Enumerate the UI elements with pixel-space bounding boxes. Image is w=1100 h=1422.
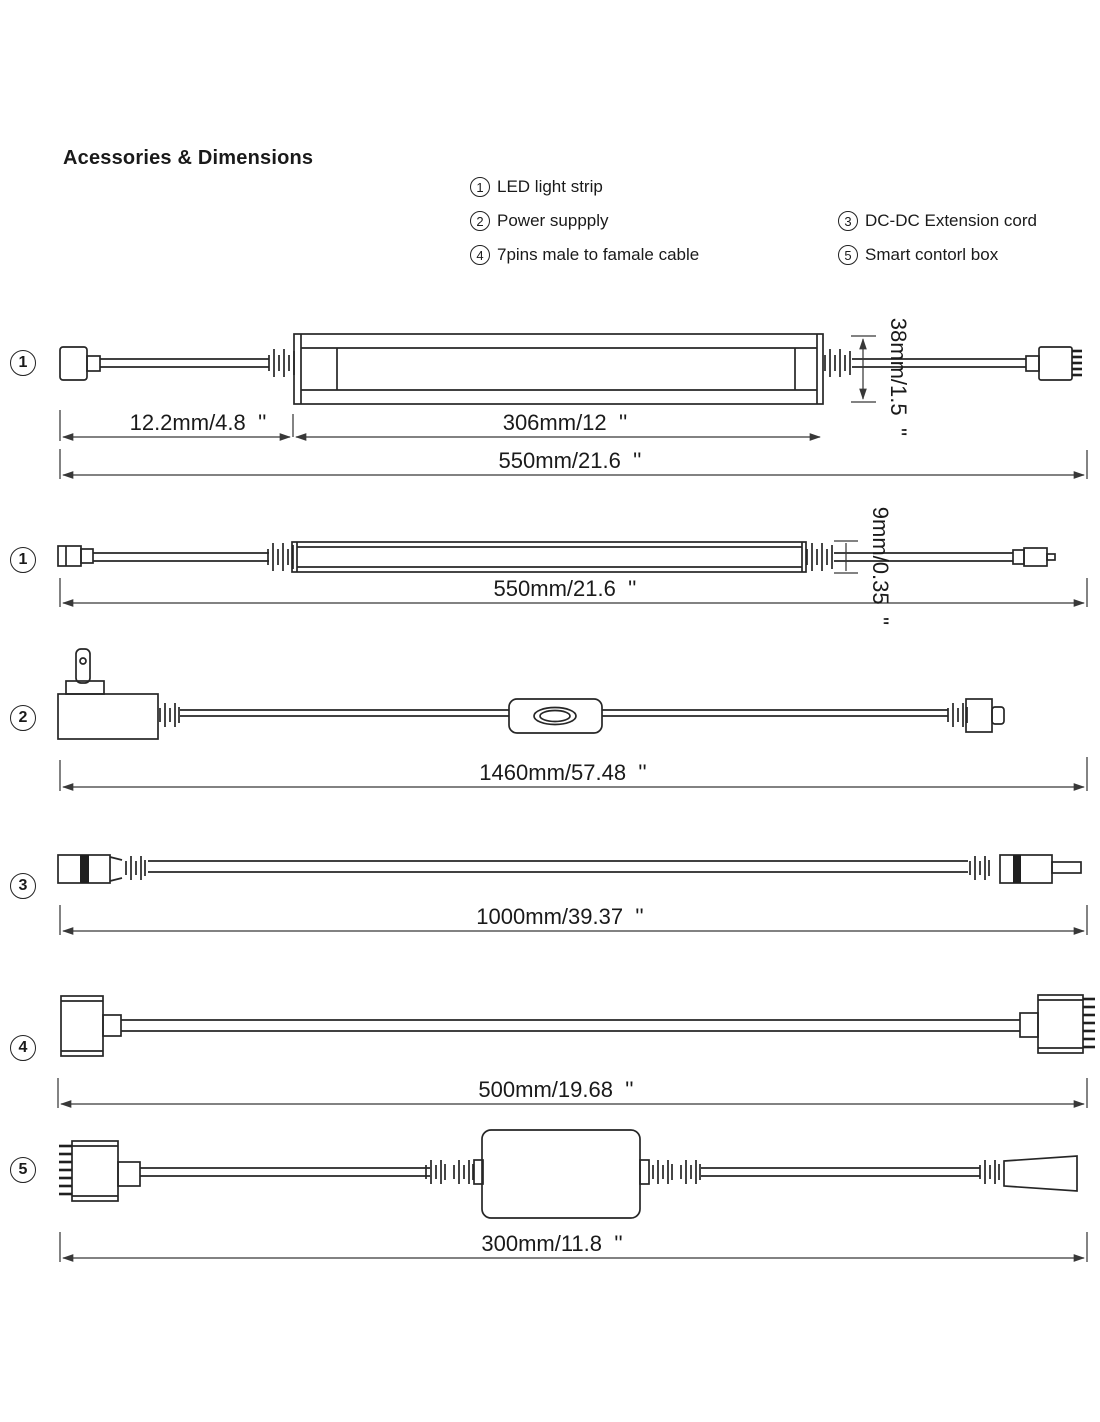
extension-cord-drawing [58,855,1081,883]
dim-label-7pin-cable-length: 500mm/19.68 '' [478,1077,634,1102]
smart-control-box-drawing [59,1130,1077,1218]
row-marker-extension-cord: 3 [10,873,36,899]
row-marker-control-box: 5 [10,1157,36,1183]
dim-label-strip-width: 38mm/1.5 '' [886,317,911,437]
circled-number-icon: 5 [838,245,858,265]
page-title: Acessories & Dimensions [63,147,314,169]
dim-label-extension-cord-length: 1000mm/39.37 '' [476,904,644,929]
legend-label: LED light strip [497,177,603,196]
row-marker-strip-top: 1 [10,350,36,376]
dim-label-strip-thickness: 9mm/0.35 '' [868,506,893,626]
row-marker-power-supply: 2 [10,705,36,731]
circled-number-icon: 3 [838,211,858,231]
dim-label-power-supply-length: 1460mm/57.48 '' [479,760,647,785]
row-marker-7pin-cable: 4 [10,1035,36,1061]
led-strip-top-view-drawing [60,334,1082,404]
dim-label-control-box-length: 300mm/11.8 '' [481,1231,623,1256]
row-marker-strip-side: 1 [10,547,36,573]
led-strip-side-view-drawing [58,542,1055,572]
legend-label: DC-DC Extension cord [865,211,1037,230]
legend-label: 7pins male to famale cable [497,245,700,264]
legend-label: Power suppply [497,211,609,230]
circled-number-icon: 2 [470,211,490,231]
power-supply-drawing [58,649,1004,739]
legend-label: Smart contorl box [865,245,999,264]
dim-label-strip-bar-length: 306mm/12 '' [502,410,628,435]
dim-label-strip-side-total-length: 550mm/21.6 '' [493,576,637,601]
dim-label-strip-total-length: 550mm/21.6 '' [498,448,642,473]
seven-pin-cable-drawing [61,995,1095,1056]
dim-label-strip-lead-length: 12.2mm/4.8 '' [129,410,267,435]
circled-number-icon: 4 [470,245,490,265]
circled-number-icon: 1 [470,177,490,197]
